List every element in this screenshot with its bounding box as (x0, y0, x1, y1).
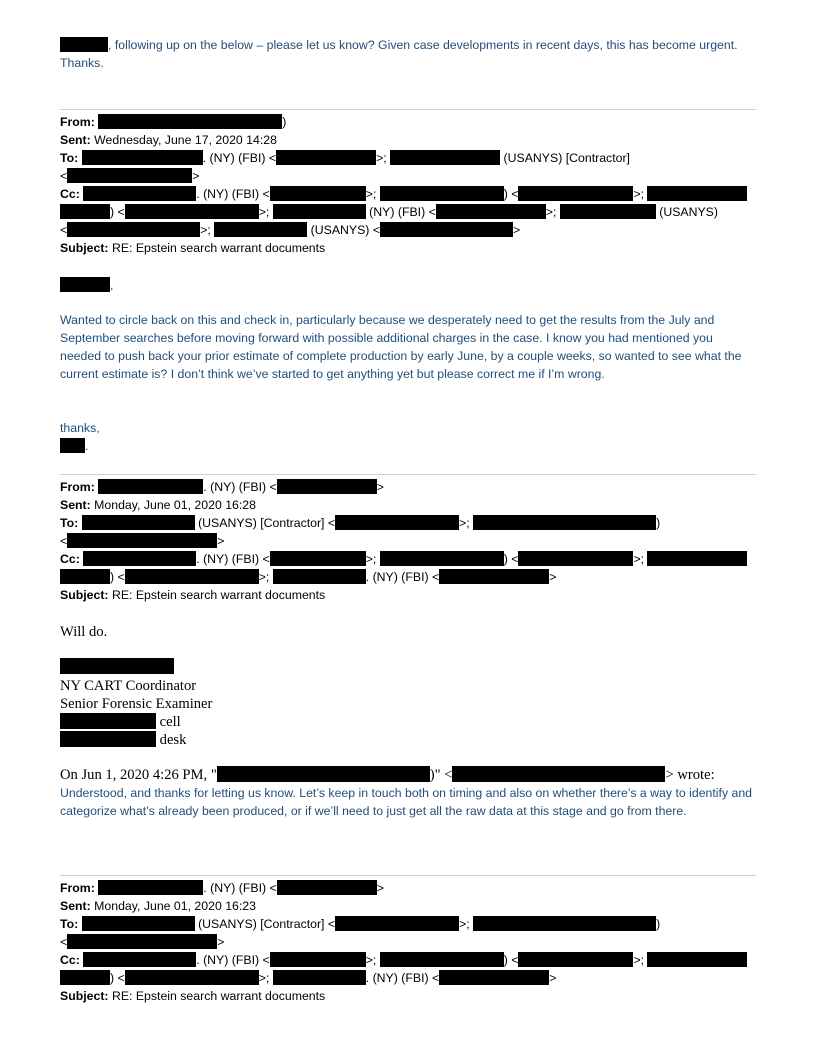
email2-sig-title1: NY CART Coordinator (60, 678, 197, 694)
redaction (67, 934, 217, 949)
email3-cc-cont: ) < >; . (NY) (FBI) < > (60, 969, 756, 987)
redaction (277, 880, 377, 895)
redaction (60, 277, 110, 292)
email2-from: From: . (NY) (FBI) < > (60, 480, 384, 494)
email1-body: Wanted to circle back on this and check in, particularly because we desperately need to get the results from the July and September searches before moving forward with possible additional charges in the case. I know you had mentioned you needed to push back your prior estimate of complete production by early June, by a couple weeks, so wanted to see what the current estimate is? I don’t think we’ve started to get anything yet but please correct me if I’m wrong. (60, 313, 742, 381)
redaction (83, 952, 196, 967)
redaction (380, 186, 504, 201)
email1-cc-cont2: < >; (USANYS) < > (60, 223, 521, 237)
email3-from: From: . (NY) (FBI) < > (60, 881, 384, 895)
redaction (473, 515, 656, 530)
divider (60, 474, 756, 475)
redaction (125, 970, 259, 985)
redaction (335, 916, 459, 931)
redaction (60, 438, 85, 453)
redaction (67, 533, 217, 548)
redaction (647, 551, 747, 566)
redaction (98, 114, 282, 129)
redaction (270, 551, 366, 566)
redaction (518, 952, 633, 967)
email2-cc: Cc: . (NY) (FBI) < >; ) < >; (60, 550, 756, 568)
email2-sig-cell: cell (60, 713, 756, 731)
redaction (60, 970, 110, 985)
redaction (277, 479, 377, 494)
redaction (647, 186, 747, 201)
email1-cc-cont1: ) < >; (NY) (FBI) < >; (USANYS) (60, 203, 756, 221)
email2-cc-cont: ) < >; . (NY) (FBI) < > (60, 568, 756, 586)
redaction (60, 658, 174, 674)
divider (60, 109, 756, 110)
redaction (473, 916, 656, 931)
redaction (518, 186, 633, 201)
redaction (60, 731, 156, 747)
email2-sig-desk: desk (60, 731, 756, 749)
redaction (60, 204, 110, 219)
email3-sent: Sent: Monday, June 01, 2020 16:23 (60, 899, 256, 913)
redaction (67, 168, 192, 183)
email2-reply: Will do. (60, 624, 108, 640)
redaction (380, 222, 513, 237)
email3-cc: Cc: . (NY) (FBI) < >; ) < >; (60, 951, 756, 969)
redaction (273, 569, 366, 584)
email1-signoff: thanks, (60, 421, 100, 435)
redaction (335, 515, 459, 530)
email2-sig-name (60, 658, 756, 676)
email2-quote-header: On Jun 1, 2020 4:26 PM, " )" < > wrote: (60, 767, 715, 783)
redaction (67, 222, 200, 237)
redaction (518, 551, 633, 566)
redaction (560, 204, 656, 219)
redaction (452, 766, 665, 782)
redaction (60, 37, 108, 52)
email2-subject: Subject: RE: Epstein search warrant documents (60, 588, 326, 602)
email1-subject: Subject: RE: Epstein search warrant documents (60, 241, 326, 255)
redaction (270, 952, 366, 967)
redaction (270, 186, 366, 201)
email2-sig-title2: Senior Forensic Examiner (60, 696, 213, 712)
redaction (83, 551, 196, 566)
redaction (380, 551, 504, 566)
email1-salutation: , (60, 276, 756, 294)
email1-to: To: . (NY) (FBI) < >; (USANYS) [Contractor] (60, 151, 630, 165)
intro-text: , following up on the below – please let us know? Given case developments in recent days, this has become urgent. Thanks. (60, 38, 738, 70)
redaction (273, 204, 366, 219)
redaction (60, 569, 110, 584)
redaction (390, 150, 500, 165)
redaction (439, 970, 549, 985)
redaction (214, 222, 307, 237)
redaction (276, 150, 376, 165)
redaction (436, 204, 546, 219)
redaction (82, 150, 203, 165)
email1-signature: . (60, 437, 756, 455)
email1-to-cont: < > (60, 169, 200, 183)
redaction (647, 952, 747, 967)
email2-to: To: (USANYS) [Contractor] < >; ) (60, 516, 661, 530)
email1-sent: Sent: Wednesday, June 17, 2020 14:28 (60, 133, 277, 147)
redaction (60, 713, 156, 729)
email3-to-cont: < > (60, 935, 225, 949)
redaction (439, 569, 549, 584)
redaction (273, 970, 366, 985)
redaction (82, 515, 195, 530)
redaction (83, 186, 196, 201)
email1-from: From: ) (60, 115, 287, 129)
email2-quoted-body: Understood, and thanks for letting us know. Let’s keep in touch both on timing and also on whether there’s a way to identify and categorize what’s already been produced, or if we’ll need to just get all the raw data at this stage and go from there. (60, 786, 753, 818)
redaction (82, 916, 195, 931)
redaction (217, 766, 430, 782)
email2-to-cont: < > (60, 534, 225, 548)
email1-cc: Cc: . (NY) (FBI) < >; ) < >; (60, 185, 756, 203)
email3-subject: Subject: RE: Epstein search warrant documents (60, 989, 326, 1003)
divider (60, 875, 756, 876)
email3-to: To: (USANYS) [Contractor] < >; ) (60, 917, 661, 931)
redaction (98, 479, 203, 494)
redaction (125, 569, 259, 584)
email2-sent: Sent: Monday, June 01, 2020 16:28 (60, 498, 256, 512)
redaction (98, 880, 203, 895)
redaction (380, 952, 504, 967)
redaction (125, 204, 259, 219)
